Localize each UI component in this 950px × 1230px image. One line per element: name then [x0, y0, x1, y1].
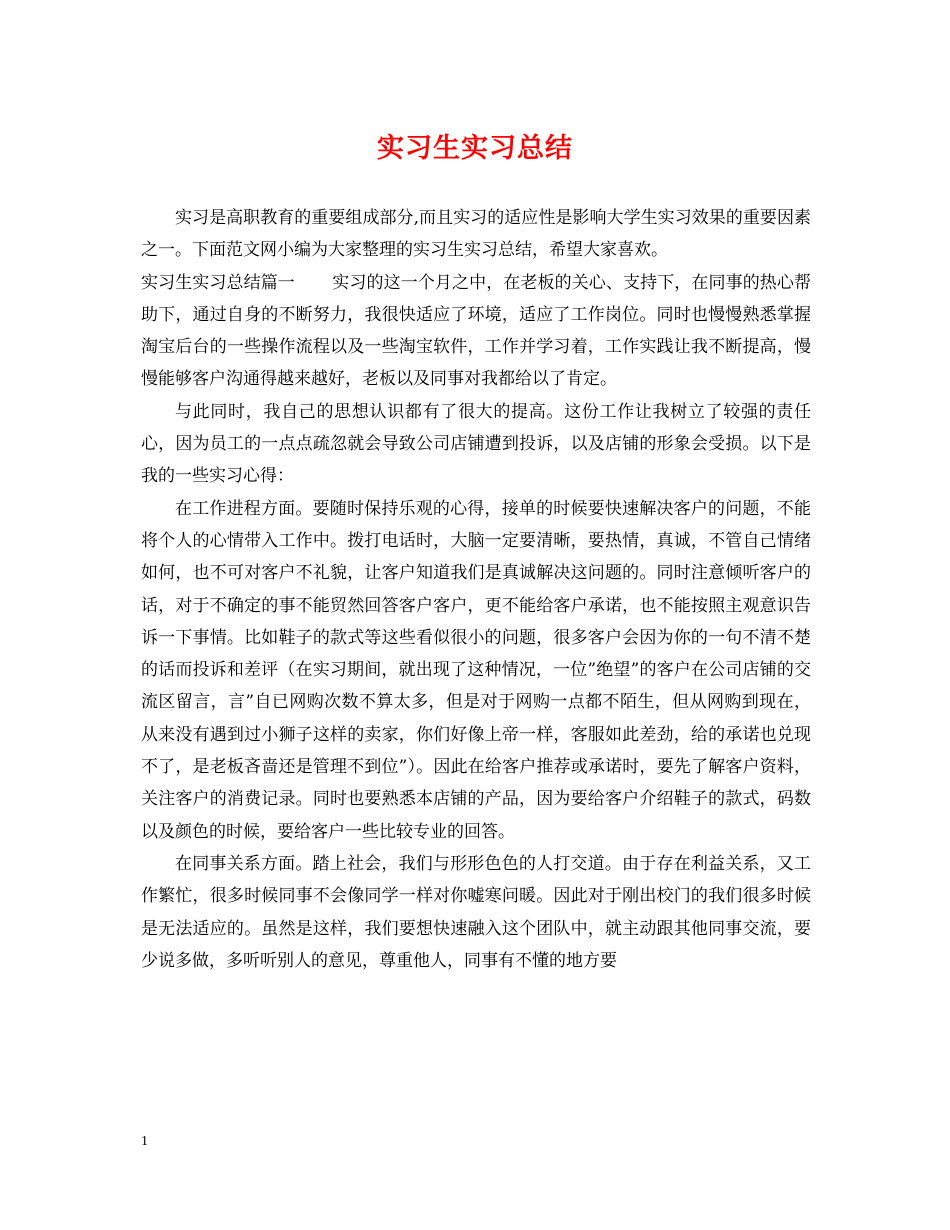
- body-paragraph-2: 与此同时，我自己的思想认识都有了很大的提高。这份工作让我树立了较强的责任心，因为员工的一点点疏忽就会导致公司店铺遭到投诉，以及店铺的形象会受损。以下是我的一些实习心得：: [141, 401, 811, 487]
- body-paragraph-4: 在同事关系方面。踏上社会，我们与形形色色的人打交道。由于存在利益关系，又工作繁忙，很多时候同事不会像同学一样对你嘘寒问暖。因此对于刚出校门的我们很多时候是无法适应的。虽然是这样，我们要想快速融入这个团队中，就主动跟其他同事交流，要少说多做，多听听别人的意见，尊重他人，同事有不懂的地方要: [141, 853, 811, 971]
- body-paragraph-3: 在工作进程方面。要随时保持乐观的心得，接单的时候要快速解决客户的问题，不能将个人的心情带入工作中。拨打电话时，大脑一定要清晰，要热情，真诚，不管自己情绪如何，也不可对客户不礼貌，让客户知道我们是真诚解决这问题的。同时注意倾听客户的话，对于不确定的事不能贸然回答客户客户，更不能给客户承诺，也不能按照主观意识告诉一下事情。比如鞋子的款式等这些看似很小的问题，很多客户会因为你的一句不清不楚的话而投诉和差评（在实习期间，就出现了这种情况，一位”绝望”的客户在公司店铺的交流区留言，言”自已网购次数不算太多，但是对于网购一点都不陌生，但从网购到现在，从来没有遇到过小狮子这样的卖家，你们好像上帝一样，客服如此差劲，给的承诺也兑现不了，是老板吝啬还是管理不到位”）。因此在给客户推荐或承诺时，要先了解客户资料，关注客户的消费记录。同时也要熟悉本店铺的产品，因为要给客户介绍鞋子的款式，码数以及颜色的时候，要给客户一些比较专业的回答。: [141, 498, 811, 842]
- section-paragraph-1: [141, 267, 811, 396]
- section-label: 实习生实习总结篇一: [141, 272, 295, 293]
- intro-paragraph: 实习是高职教育的重要组成部分,而且实习的适应性是影响大学生实习效果的重要因素之一。下面范文网小编为大家整理的实习生实习总结，希望大家喜欢。: [141, 208, 811, 261]
- document-title: 实习生实习总结: [377, 133, 573, 164]
- paragraph-text: 实习的这一个月之中，在老板的关心、支持下，在同事的热心帮助下，通过自身的不断努力，我很快适应了环境，适应了工作岗位。同时也慢慢熟悉掌握淘宝后台的一些操作流程以及一些淘宝软件，工作并学习着，工作实践让我不断提高，慢慢能够客户沟通得越来越好，老板以及同事对我都给以了肯定。: [141, 272, 812, 390]
- page-number: 1: [141, 1134, 148, 1149]
- document-body: [141, 202, 811, 977]
